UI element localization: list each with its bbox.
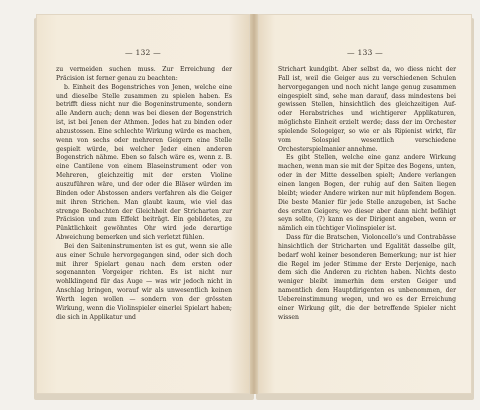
left-page-text: [56, 66, 232, 322]
left-paragraph-2: b. Einheit des Bogenstriches von Jenen, welche eine und dieselbe Stelle zusammen zu spielen haben. Es betrifft diess nicht nur die Bogeninstrumente, sondern alle Andern auch; denn was bei diesen der Bogenstrich ist, ist bei Jenen der Athmen. Jedes hat zu binden oder abzustossen. Eine schlechte Wirkung würde es machen, wenn von sechs oder mehreren Geigern eine Stelle gespielt würde, bei welcher Jeder einen anderen Bogenstrich nähme. Eben so falsch wäre es, wenn z. B. eine Cantilene von einem Blaseinstrument oder von Mehreren, gleichzeitig mit der ersten Violine auszuführen wäre, und der oder die Bläser würden im Binden oder Abstossen anders verfahren als die Geiger mit ihren Strichen. Man glaubt kaum, wie viel das strenge Beobachten der Gleichheit der Stricharten zur Präcision und zum Effekt beiträgt. Ein gebildetes, zu Pünktlichkeit gewöhntes Ohr wird jede derartige Abweichung bemerken und sich verletzt fühlen.: [56, 83, 232, 242]
left-paragraph-3: Bei den Saiteninstrumenten ist es gut, wenn sie alle aus einer Schule hervorgegangen sind, oder sich doch mit ihrer Spielart genau nach dem ersten oder sogenannten Vorgeiger richten. Es ist nicht nur wohlklingend für das Auge — was wir jedoch nicht in Anschlag bringen, worauf wir als unwesentlich keinen Werth legen wollen — sondern von der grössten Wirkung, wenn die Violinspieler einerlei Spielart haben; die sich in Applikatur und: [56, 242, 232, 321]
right-paragraph-3: Dass für die Bratschen, Violoncello's und Contrabässe hinsichtlich der Stricharten und Egalität dasselbe gilt, bedarf wohl keiner besonderen Bemerkung; nur ist hier die Regel im jeder Stimme der Erste Derjenige, nach dem sich die Anderen zu richten haben. Nichts desto weniger bleibt immerhin dem ersten Geiger und namentlich dem Hauptdirigenten es unbenommen, der Uebereinstimmung wegen, und wo es der Erreichung einer Wirkung gilt, die der betreffende Spieler nicht wissen: [278, 234, 456, 321]
right-page-number: — 133 —: [347, 48, 383, 57]
right-paragraph-1: Strichart kundgibt. Aber selbst da, wo diess nicht der Fall ist, weil die Geiger aus zu verschiedenen Schulen hervorgegangen und noch nicht lange genug zusammen eingespielt sind, sehe man darauf, dass mindestens bei gewissen Stellen, hinsichtlich des gleichzeitigen Auf- oder Herabstriches und wichtigerer Applikaturen, möglichste Einheit erzielt werde; dass der im Orchester spielende Sologeiger, so wie er als Ripienist wirkt, für vom Solospiel wesentlich verschiedene Orchesterspielmanier annehme.: [278, 66, 456, 153]
left-page-number: — 132 —: [125, 48, 161, 57]
right-paragraph-2: Es gibt Stellen, welche eine ganz andere Wirkung machen, wenn man sie mit der Spitze des Bogens, unten, oder in der Mitte desselben spielt; Andere verlangen einen langen Bogen, der ruhig auf den Saiten liegen bleibt; wieder Andere wirken nur mit hüpfendem Bogen. Die beste Manier für jede Stelle anzugeben, ist Sache des ersten Geigers; wo dieser aber dann nicht befähigt seyn sollte, (?) kann es der Dirigent angeben, wenn er nämlich ein tüchtiger Violinspieler ist.: [278, 154, 456, 233]
open-book: [34, 14, 474, 402]
right-page: [258, 14, 472, 394]
book-gutter: [250, 14, 258, 394]
left-page: [36, 14, 250, 394]
right-page-text: [278, 66, 456, 322]
left-paragraph-1: zu vermeiden suchen muss. Zur Erreichung der Präcision ist ferner genau zu beachten:: [56, 66, 232, 82]
